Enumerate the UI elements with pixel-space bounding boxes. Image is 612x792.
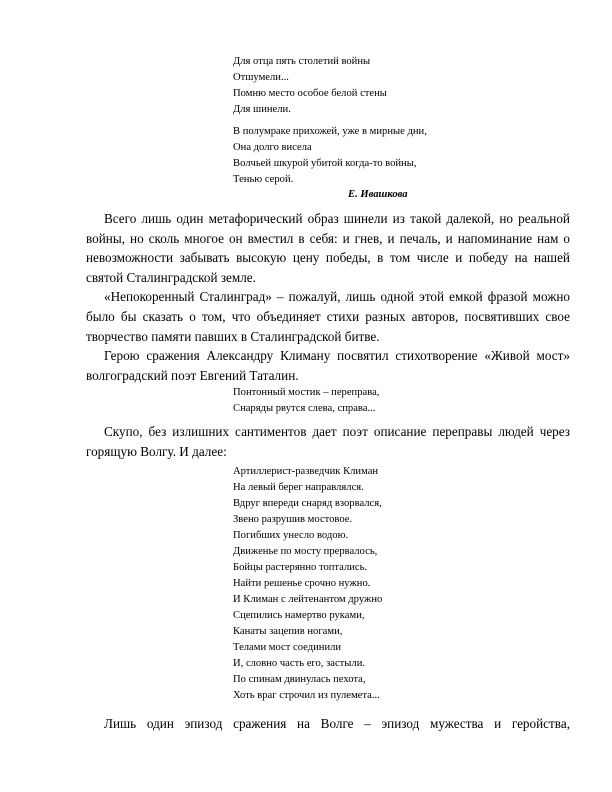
poem-3 [233, 464, 382, 704]
verse-line: Движенье по мосту прервалось, [233, 546, 378, 557]
verse-line: И Климан с лейтенантом дружно [233, 594, 383, 605]
verse-line: Артиллерист-разведчик Климан [233, 466, 379, 477]
verse-line: Снаряды рвутся слева, справа... [233, 403, 376, 414]
verse-line: Телами мост соединили [233, 642, 342, 653]
verse-line: Бойцы растерянно топтались. [233, 562, 368, 573]
verse-line: Она долго висела [233, 142, 312, 153]
verse-line: В полумраке прихожей, уже в мирные дни, [233, 126, 427, 137]
prose-block-2 [86, 422, 570, 461]
paragraph: «Непокоренный Сталинград» – пожалуй, лишь одной этой емкой фразой можно было бы сказать о том, что объединяет стихи разных авторов, посвятивших свое творчество памяти павших в Сталинградской битве. [86, 289, 570, 344]
verse-line: Звено разрушив мостовое. [233, 514, 353, 525]
paragraph: Скупо, без излишних сантиментов дает поэт описание переправы людей через горящую Волгу. И далее: [86, 424, 570, 459]
verse-line: Волчьей шкурой убитой когда-то войны, [233, 158, 417, 169]
verse-line: Погибших унесло водою. [233, 530, 349, 541]
poem-2 [233, 385, 379, 417]
poem-1-stanza-1 [233, 54, 387, 118]
paragraph: Лишь один эпизод сражения на Волге – эпизод мужества и геройства, [104, 716, 570, 731]
verse-line: По спинам двинулась пехота, [233, 674, 366, 685]
verse-line: Хоть враг строчил из пулемета... [233, 690, 380, 701]
prose-block-1 [86, 209, 570, 385]
verse-line: Канаты зацепив ногами, [233, 626, 343, 637]
verse-line: Сцепились намертво руками, [233, 610, 365, 621]
poem-1-stanza-2 [233, 124, 427, 188]
verse-line: Отшумели... [233, 72, 289, 83]
poem-1-author: Е. Ивашкова [348, 189, 408, 200]
verse-line: И, словно часть его, застыли. [233, 658, 366, 669]
verse-line: Для шинели. [233, 104, 291, 115]
verse-line: Понтонный мостик – переправа, [233, 387, 380, 398]
verse-line: Для отца пять столетий войны [233, 56, 371, 67]
verse-line: Вдруг впереди снаряд взорвался, [233, 498, 382, 509]
verse-line: Помню место особое белой стены [233, 88, 387, 99]
paragraph: Всего лишь один метафорический образ шинели из такой далекой, но реальной войны, но сколь многое он вместил в себя: и гнев, и печаль, и напоминание нам о невозможности забывать высокую цену победы, в том числе и победу на нашей святой Сталинградской земле. [86, 211, 570, 285]
prose-block-3 [86, 714, 570, 734]
paragraph: Герою сражения Александру Климану посвятил стихотворение «Живой мост» волгоградский поэт Евгений Таталин. [86, 348, 570, 383]
verse-line: На левый берег направлялся. [233, 482, 364, 493]
verse-line: Тенью серой. [233, 174, 294, 185]
verse-line: Найти решенье срочно нужно. [233, 578, 371, 589]
